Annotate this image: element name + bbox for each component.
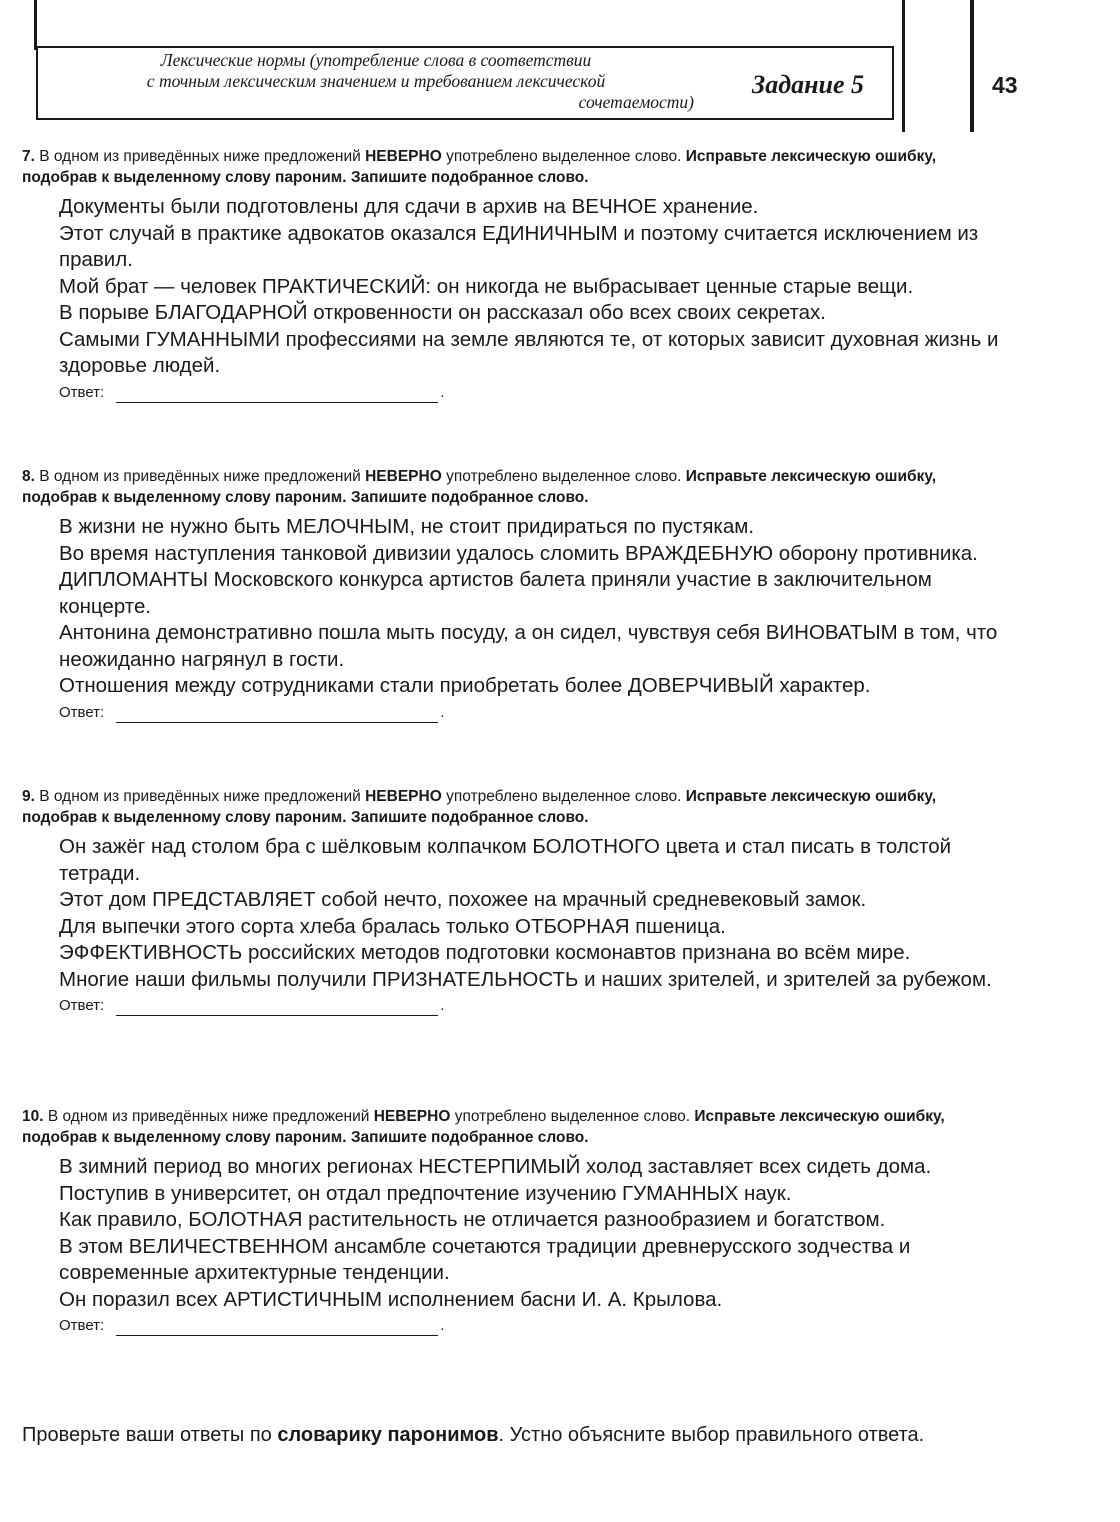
answer-row: Ответ: . bbox=[59, 383, 445, 401]
task-10 bbox=[22, 1106, 1012, 1336]
sentence: В этом ВЕЛИЧЕСТВЕННОМ ансамбле сочетаются традиции древнерусского зодчества и современные архитектурные тенденции. bbox=[59, 1234, 911, 1284]
task-number: 9. bbox=[22, 788, 35, 805]
task-instruction bbox=[22, 786, 1012, 828]
answer-field[interactable] bbox=[116, 1321, 438, 1336]
task-number: 8. bbox=[22, 468, 35, 485]
header-frame-left bbox=[34, 0, 37, 50]
header-frame-right bbox=[902, 0, 905, 132]
sentence: Самыми ГУМАННЫМИ профессиями на земле являются те, от которых зависит духовная жизнь и здоровье людей. bbox=[59, 327, 999, 377]
task-number: 10. bbox=[22, 1108, 44, 1125]
instruction-emphasis: НЕВЕРНО bbox=[373, 1108, 451, 1125]
instruction-text: В одном из приведённых ниже предложений bbox=[34, 788, 366, 805]
instruction-emphasis: Исправьте лексическую ошибку, подобрав к выделенному слову пароним. Запишите подобранное слово. bbox=[22, 788, 937, 826]
task-label: Задание 5 bbox=[752, 70, 865, 99]
sentence: Многие наши фильмы получили ПРИЗНАТЕЛЬНОСТЬ и наших зрителей, и зрителей за рубежом. bbox=[59, 967, 992, 991]
task-9 bbox=[22, 786, 1012, 1016]
instruction-text: В одном из приведённых ниже предложений bbox=[34, 148, 366, 165]
sentence: ДИПЛОМАНТЫ Московского конкурса артистов балета приняли участие в заключительном концерте. bbox=[59, 568, 932, 618]
instruction-emphasis: Исправьте лексическую ошибку, подобрав к выделенному слову пароним. Запишите подобранное слово. bbox=[22, 148, 937, 186]
sentence: Он поразил всех АРТИСТИЧНЫМ исполнением басни И. А. Крылова. bbox=[59, 1287, 723, 1311]
answer-field[interactable] bbox=[116, 388, 438, 403]
sentence: Этот дом ПРЕДСТАВЛЯЕТ собой нечто, похожее на мрачный средневековый замок. bbox=[59, 888, 867, 911]
instruction-emphasis: НЕВЕРНО bbox=[365, 468, 442, 485]
page-rule bbox=[970, 0, 974, 132]
sentence-list bbox=[59, 194, 1009, 380]
answer-label: Ответ: bbox=[59, 997, 105, 1014]
section-title bbox=[36, 50, 716, 113]
instruction-text: употреблено выделенное слово. bbox=[441, 148, 686, 165]
page-number: 43 bbox=[992, 72, 1018, 98]
sentence: Он зажёг над столом бра с шёлковым колпачком БОЛОТНОГО цвета и стал писать в толстой тетради. bbox=[59, 835, 952, 885]
task-instruction bbox=[22, 466, 1012, 508]
sentence: Как правило, БОЛОТНАЯ растительность не отличается разнообразием и богатством. bbox=[59, 1208, 886, 1231]
answer-field[interactable] bbox=[116, 1001, 438, 1016]
sentence: Мой брат — человек ПРАКТИЧЕСКИЙ: он никогда не выбрасывает ценные старые вещи. bbox=[59, 274, 914, 298]
instruction-emphasis: НЕВЕРНО bbox=[365, 148, 442, 165]
instruction-emphasis: НЕВЕРНО bbox=[365, 788, 442, 805]
sentence: Для выпечки этого сорта хлеба бралась только ОТБОРНАЯ пшеница. bbox=[59, 914, 726, 938]
section-title-line: сочетаемости) bbox=[578, 92, 694, 112]
final-note bbox=[22, 1422, 1012, 1448]
instruction-text: употреблено выделенное слово. bbox=[450, 1108, 695, 1125]
answer-row: Ответ: . bbox=[59, 1317, 445, 1334]
sentence: В порыве БЛАГОДАРНОЙ откровенности он рассказал обо всех своих секретах. bbox=[59, 301, 826, 324]
answer-row: Ответ: . bbox=[59, 997, 445, 1014]
sentence: В жизни не нужно быть МЕЛОЧНЫМ, не стоит придираться по пустякам. bbox=[59, 515, 755, 538]
sentence: В зимний период во многих регионах НЕСТЕРПИМЫЙ холод заставляет всех сидеть дома. bbox=[59, 1155, 932, 1178]
answer-label: Ответ: bbox=[59, 1317, 105, 1334]
sentence-list bbox=[59, 514, 1009, 700]
instruction-text: В одном из приведённых ниже предложений bbox=[34, 468, 366, 485]
task-7 bbox=[22, 146, 1012, 403]
answer-row: Ответ: . bbox=[59, 703, 445, 721]
sentence: ЭФФЕКТИВНОСТЬ российских методов подготовки космонавтов признана во всём мире. bbox=[59, 941, 911, 964]
final-note-text: Проверьте ваши ответы по bbox=[22, 1424, 278, 1446]
sentence: Во время наступления танковой дивизии удалось сломить ВРАЖДЕБНУЮ оборону противника. bbox=[59, 541, 978, 565]
sentence: Этот случай в практике адвокатов оказался ЕДИНИЧНЫМ и поэтому считается исключением из правил. bbox=[59, 221, 979, 271]
instruction-emphasis: Исправьте лексическую ошибку, подобрав к выделенному слову пароним. Запишите подобранное слово. bbox=[22, 1108, 945, 1146]
sentence: Отношения между сотрудниками стали приобретать более ДОВЕРЧИВЫЙ характер. bbox=[59, 674, 871, 697]
sentence: Антонина демонстративно пошла мыть посуду, а он сидел, чувствуя себя ВИНОВАТЫМ в том, что неожиданно нагрянул в гости. bbox=[59, 621, 998, 671]
answer-label: Ответ: bbox=[59, 383, 105, 401]
answer-field[interactable] bbox=[116, 708, 438, 723]
instruction-text: употреблено выделенное слово. bbox=[441, 468, 686, 485]
instruction-text: В одном из приведённых ниже предложений bbox=[43, 1108, 374, 1125]
sentence: Поступив в университет, он отдал предпочтение изучению ГУМАННЫХ наук. bbox=[59, 1181, 792, 1205]
section-title-line: Лексические нормы (употребление слова в соответствии bbox=[160, 50, 592, 70]
task-instruction bbox=[22, 1106, 1012, 1148]
sentence-list bbox=[59, 834, 1009, 993]
sentence-list bbox=[59, 1154, 1009, 1313]
task-number: 7. bbox=[22, 148, 35, 165]
task-instruction bbox=[22, 146, 1012, 188]
instruction-emphasis: Исправьте лексическую ошибку, подобрав к выделенному слову пароним. Запишите подобранное слово. bbox=[22, 468, 937, 506]
dictionary-reference: словарику паронимов bbox=[277, 1424, 499, 1446]
sentence: Документы были подготовлены для сдачи в архив на ВЕЧНОЕ хранение. bbox=[59, 195, 759, 218]
answer-label: Ответ: bbox=[59, 703, 105, 721]
instruction-text: употреблено выделенное слово. bbox=[441, 788, 686, 805]
task-8 bbox=[22, 466, 1012, 723]
final-note-text: . Устно объясните выбор правильного ответа. bbox=[498, 1424, 925, 1446]
section-title-line: с точным лексическим значением и требованием лексической bbox=[146, 71, 606, 91]
